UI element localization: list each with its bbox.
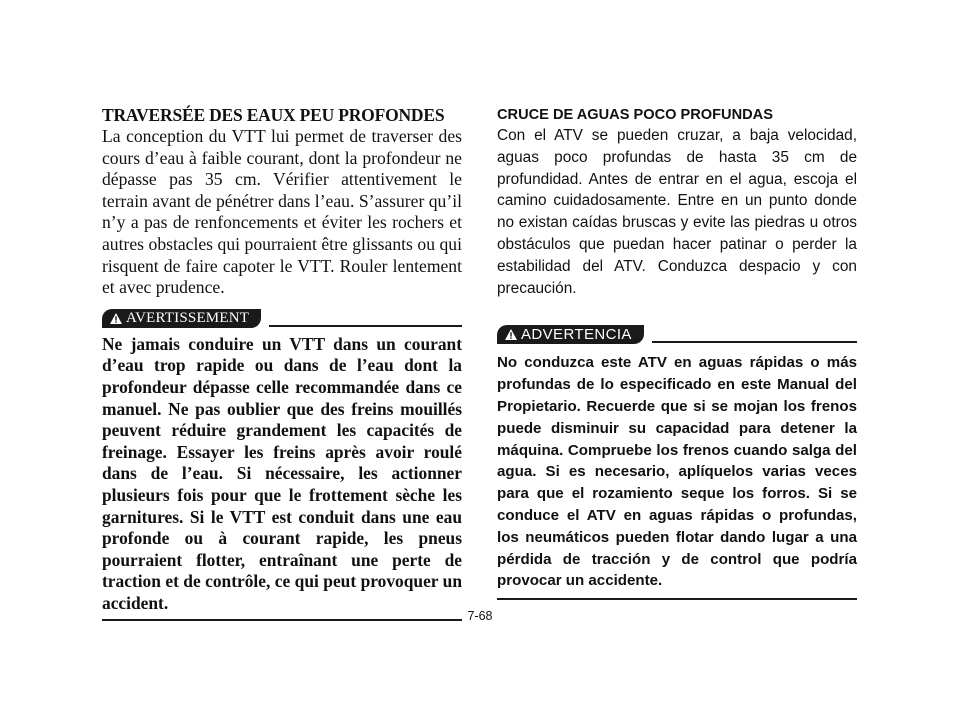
- warning-header-es: [497, 325, 857, 344]
- section-heading-es: CRUCE DE AGUAS POCO PROFUNDAS: [497, 107, 773, 123]
- warning-badge-es: [497, 325, 644, 344]
- section-heading-fr: TRAVERSÉE DES EAUX PEU PROFONDES: [102, 105, 445, 125]
- warning-header-fr: [102, 309, 462, 328]
- warning-rule-fr: [269, 325, 462, 327]
- warning-label-es: ADVERTENCIA: [521, 326, 632, 344]
- warning-end-rule-fr: [102, 619, 462, 621]
- warning-triangle-icon: [110, 313, 122, 324]
- section-body-fr: La conception du VTT lui permet de traverser des cours d’eau à faible courant, dont la profondeur ne dépasse pas 35 cm. Vérifier attentivement le terrain avant de pénétrer dans l’eau. S’assurer qu’il n’y a pas de renfoncements et éviter les rochers et autres obstacles qui pourraient être glissants ou qui risquent de faire capoter le VTT. Rouler lentement et avec prudence.: [102, 126, 462, 298]
- warning-rule-es: [652, 341, 857, 343]
- warning-badge-fr: [102, 309, 261, 328]
- warning-text-es: No conduzca este ATV en aguas rápidas o más profundas de lo especificado en este Manual del Propietario. Recuerde que si se mojan los frenos puede disminuir su capacidad para detener la máquina. Compruebe los frenos cuando salga del agua. Si es necesario, aplíquelos varias veces para que el rozamiento seque los forros. Si se conduce el ATV en aguas rápidas o profundas, los neumáticos pueden flotar dando lugar a una pérdida de tracción y de control que podría provocar un accidente.: [497, 354, 857, 590]
- page-number: 7-68: [467, 609, 493, 623]
- warning-end-rule-es: [497, 598, 857, 600]
- warning-triangle-icon: [505, 329, 517, 340]
- section-body-es: Con el ATV se pueden cruzar, a baja velocidad, aguas poco profundas de hasta 35 cm de profundidad. Antes de entrar en el agua, escoja el camino cuidadosamente. Entre en un punto donde no existan caídas bruscas y evite las piedras u otros obstáculos que puedan hacer patinar o perder la estabilidad del ATV. Conduzca despacio y con precaución.: [497, 127, 857, 297]
- warning-text-fr: Ne jamais conduire un VTT dans un courant d’eau trop rapide ou dans de l’eau dont la profondeur dépasse celle recommandée dans ce manuel. Ne pas oublier que des freins mouillés peuvent réduire grandement les capacités de freinage. Essayer les freins après avoir roulé dans de l’eau. Si nécessaire, les actionner plusieurs fois pour que le frottement sèche les garnitures. Si le VTT est conduit dans une eau profonde ou à courant rapide, les pneus pourraient flotter, entraînant une perte de traction et de contrôle, ce qui peut provoquer un accident.: [102, 333, 462, 613]
- french-column: [102, 105, 462, 621]
- warning-label-fr: AVERTISSEMENT: [126, 309, 250, 326]
- spanish-column: [497, 105, 857, 600]
